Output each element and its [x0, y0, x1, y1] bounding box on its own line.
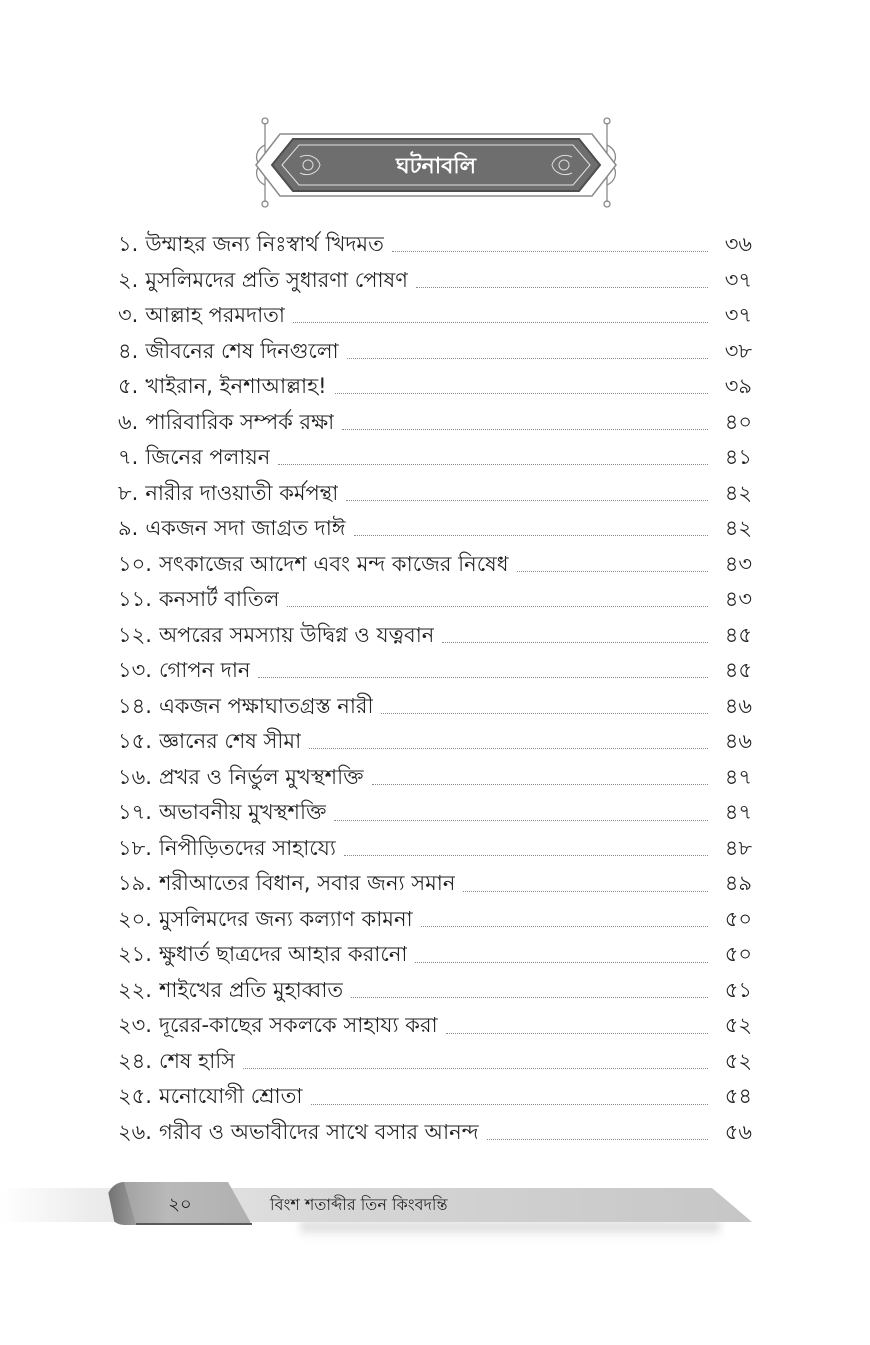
toc-entry-title: দূরের-কাছের সকলকে সাহায্য করা [158, 1013, 438, 1038]
toc-entry-number: ২০. [118, 906, 152, 931]
dot-leader [416, 287, 708, 288]
toc-entry-page: ৪৩ [724, 587, 752, 612]
table-of-contents [118, 227, 752, 1150]
dot-leader [487, 1139, 708, 1140]
toc-entry-number: ২৬. [118, 1119, 152, 1144]
toc-entry-number: ১২. [118, 622, 152, 647]
toc-entry [118, 902, 752, 938]
toc-entry-page: ৪৭ [724, 800, 752, 825]
dot-leader [351, 997, 708, 998]
toc-entry-title: মনোযোগী শ্রোতা [158, 1084, 303, 1109]
toc-entry-number: ২১. [118, 942, 152, 967]
footer-tab-edge [136, 1223, 252, 1225]
toc-entry-title: নিপীড়িতদের সাহায্যে [158, 835, 336, 860]
toc-entry-page: ৪১ [724, 445, 752, 470]
toc-entry-page: ৪৮ [724, 835, 752, 860]
toc-entry-number: ৭. [118, 445, 139, 470]
toc-entry [118, 1115, 752, 1151]
dot-leader [463, 891, 708, 892]
toc-entry-number: ১. [118, 232, 139, 256]
toc-entry-title: অভাবনীয় মুখস্থশক্তি [158, 800, 327, 825]
toc-entry-page: ৪৯ [724, 871, 752, 896]
toc-entry [118, 369, 752, 405]
dot-leader [334, 820, 708, 821]
toc-entry-title: খাইরান, ইনশাআল্লাহ! [145, 374, 327, 399]
toc-entry-title: নারীর দাওয়াতী কর্মপন্থা [145, 480, 339, 505]
toc-entry [118, 298, 752, 334]
toc-entry-number: ৯. [118, 516, 139, 541]
toc-entry [118, 795, 752, 831]
toc-entry-page: ৪৬ [724, 729, 752, 754]
dot-leader [421, 926, 708, 927]
toc-entry-title: কনসার্ট বাতিল [158, 587, 280, 612]
toc-entry [118, 440, 752, 476]
footer-shadow [300, 1222, 720, 1238]
dot-leader [293, 322, 708, 323]
toc-entry-page: ৫১ [724, 977, 752, 1002]
toc-entry-title: আল্লাহ পরমদাতা [145, 303, 286, 328]
toc-entry-page: ৪৬ [724, 693, 752, 718]
toc-entry-title: গরীব ও অভাবীদের সাথে বসার আনন্দ [158, 1119, 479, 1144]
toc-entry-title: গোপন দান [158, 658, 251, 683]
toc-entry [118, 511, 752, 547]
toc-entry-page: ৫৬ [724, 1119, 752, 1144]
toc-entry-title: জ্ঞানের শেষ সীমা [158, 729, 302, 754]
toc-entry [118, 227, 752, 263]
dot-leader [392, 251, 708, 252]
dot-leader [346, 500, 708, 501]
toc-entry-number: ১৮. [118, 835, 152, 860]
toc-entry-page: ৩৭ [724, 267, 752, 292]
toc-entry-page: ৩৯ [724, 374, 752, 399]
title-banner [248, 115, 624, 210]
dot-leader [344, 855, 708, 856]
toc-entry-title: একজন সদা জাগ্রত দাঈ [145, 516, 346, 541]
toc-entry [118, 973, 752, 1009]
toc-entry-number: ১৫. [118, 729, 152, 754]
toc-entry-number: ২৪. [118, 1048, 152, 1073]
toc-entry-title: শেষ হাসি [158, 1048, 236, 1073]
dot-leader [335, 393, 708, 394]
toc-entry-number: ২৫. [118, 1084, 152, 1109]
toc-entry [118, 653, 752, 689]
dot-leader [442, 642, 708, 643]
toc-entry-number: ১৪. [118, 693, 152, 718]
toc-entry-title: মুসলিমদের প্রতি সুধারণা পোষণ [145, 267, 408, 292]
toc-entry-title: অপরের সমস্যায় উদ্বিগ্ন ও যত্নবান [158, 622, 435, 647]
toc-entry-page: ৪০ [724, 409, 752, 434]
toc-entry-page: ৪৫ [724, 622, 752, 647]
toc-entry [118, 263, 752, 299]
toc-entry-number: ৩. [118, 303, 139, 328]
toc-entry-number: ৪. [118, 338, 139, 363]
toc-entry-title: শাইখের প্রতি মুহাব্বাত [158, 977, 344, 1002]
dot-leader [342, 429, 708, 430]
toc-entry-page: ৩৭ [724, 303, 752, 328]
toc-entry-number: ২. [118, 267, 139, 292]
dot-leader [381, 713, 708, 714]
dot-leader [243, 1068, 708, 1069]
toc-entry [118, 405, 752, 441]
toc-entry-page: ৪২ [724, 480, 752, 505]
toc-entry [118, 937, 752, 973]
toc-entry-number: ১০. [118, 551, 152, 576]
toc-entry-page: ৩৮ [724, 338, 752, 363]
dot-leader [415, 962, 708, 963]
footer-page-number: ২০ [168, 1194, 192, 1215]
toc-entry [118, 724, 752, 760]
toc-entry-number: ২৩. [118, 1013, 152, 1038]
toc-entry-title: প্রখর ও নির্ভুল মুখস্থশক্তি [158, 764, 364, 789]
dot-leader [278, 464, 708, 465]
toc-entry-page: ৫০ [724, 942, 752, 967]
toc-entry [118, 334, 752, 370]
toc-entry-page: ৫৪ [724, 1084, 752, 1109]
toc-entry-title: সৎকাজের আদেশ এবং মন্দ কাজের নিষেধ [158, 551, 509, 576]
dot-leader [311, 1104, 709, 1105]
toc-entry [118, 689, 752, 725]
dot-leader [354, 535, 708, 536]
toc-entry-title: ক্ষুধার্ত ছাত্রদের আহার করানো [158, 942, 408, 967]
toc-entry [118, 831, 752, 867]
toc-entry [118, 760, 752, 796]
toc-entry-page: ৫০ [724, 906, 752, 931]
toc-entry-page: ৫২ [724, 1048, 752, 1073]
toc-entry [118, 582, 752, 618]
toc-entry-number: ১৬. [118, 764, 152, 789]
toc-entry-title: মুসলিমদের জন্য কল্যাণ কামনা [158, 906, 413, 931]
toc-entry [118, 1044, 752, 1080]
dot-leader [309, 748, 708, 749]
toc-entry-page: ৪৭ [724, 764, 752, 789]
dot-leader [446, 1033, 708, 1034]
page-title: ঘটনাবলি [395, 154, 477, 179]
dot-leader [372, 784, 709, 785]
toc-entry-title: শরীআতের বিধান, সবার জন্য সমান [158, 871, 456, 896]
toc-entry-title: একজন পক্ষাঘাতগ্রস্ত নারী [158, 693, 374, 718]
toc-entry-number: ৬. [118, 409, 139, 434]
toc-entry-page: ৪২ [724, 516, 752, 541]
toc-entry-page: ৪৩ [724, 551, 752, 576]
dot-leader [517, 571, 709, 572]
toc-entry [118, 1008, 752, 1044]
dot-leader [347, 358, 708, 359]
toc-entry-number: ১৯. [118, 871, 152, 896]
toc-entry [118, 1079, 752, 1115]
toc-entry-number: ৫. [118, 374, 139, 399]
toc-entry-number: ১৩. [118, 658, 152, 683]
toc-entry [118, 476, 752, 512]
toc-entry [118, 866, 752, 902]
toc-entry-number: ৮. [118, 480, 139, 505]
toc-entry [118, 618, 752, 654]
toc-entry-title: উম্মাহর জন্য নিঃস্বার্থ খিদমত [145, 232, 384, 256]
toc-entry-number: ১১. [118, 587, 152, 612]
toc-entry-number: ১৭. [118, 800, 152, 825]
toc-entry-title: জিনের পলায়ন [145, 445, 271, 470]
toc-entry-title: জীবনের শেষ দিনগুলো [145, 338, 339, 363]
toc-entry-number: ২২. [118, 977, 152, 1002]
toc-entry-page: ৪৫ [724, 658, 752, 683]
toc-entry-title: পারিবারিক সম্পর্ক রক্ষা [145, 409, 335, 434]
toc-entry-page: ৫২ [724, 1013, 752, 1038]
dot-leader [258, 677, 708, 678]
dot-leader [287, 606, 708, 607]
footer-running-title: বিংশ শতাব্দীর তিন কিংবদন্তি [270, 1195, 448, 1214]
toc-entry [118, 547, 752, 583]
toc-entry-page: ৩৬ [724, 232, 752, 256]
